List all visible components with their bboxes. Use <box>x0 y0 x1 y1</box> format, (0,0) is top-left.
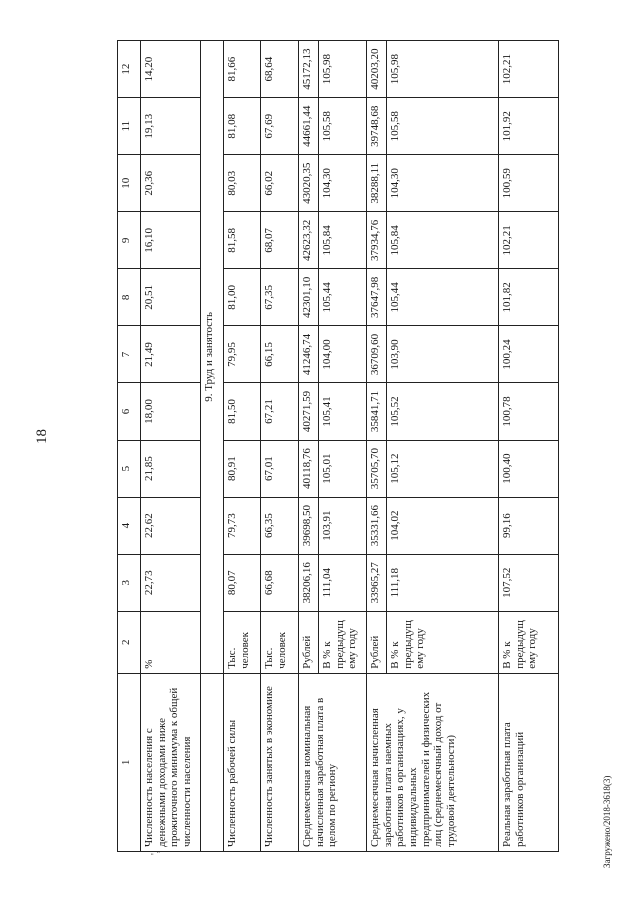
row-unit: В % к предыдущему году <box>387 611 499 673</box>
value-cell: 105,12 <box>387 440 499 497</box>
row-unit: Рублей <box>299 611 319 673</box>
value-cell: 22,73 <box>141 554 201 611</box>
value-cell: 21,85 <box>141 440 201 497</box>
header-cell: 7 <box>118 326 141 383</box>
value-cell: 105,44 <box>387 269 499 326</box>
document-stamp: Загружено/2018-3618(3) <box>602 775 612 868</box>
page-number: 18 <box>34 429 50 444</box>
value-cell: 22,62 <box>141 497 201 554</box>
table-row <box>499 41 559 852</box>
header-cell: 5 <box>118 440 141 497</box>
row-label: Среднемесячная начисленная заработная плата наемных работников в организациях, у индивидуальных предпринимателей и физических лиц (среднемесячный доход от трудовой деятельности) <box>367 673 499 851</box>
value-cell: 45172,13 <box>299 41 319 98</box>
table-row <box>261 41 299 852</box>
value-cell: 100,40 <box>499 440 559 497</box>
value-cell: 81,00 <box>224 269 261 326</box>
row-unit: % <box>141 611 201 673</box>
value-cell: 80,91 <box>224 440 261 497</box>
value-cell: 102,21 <box>499 212 559 269</box>
rotated-table-wrapper <box>117 40 582 852</box>
value-cell: 18,00 <box>141 383 201 440</box>
value-cell: 68,07 <box>261 212 299 269</box>
row-unit: Тыс. человек <box>261 611 299 673</box>
value-cell: 37647,98 <box>367 269 387 326</box>
header-cell: 4 <box>118 497 141 554</box>
value-cell: 105,84 <box>319 212 367 269</box>
value-cell: 19,13 <box>141 98 201 155</box>
value-cell: 33965,27 <box>367 554 387 611</box>
value-cell: 20,51 <box>141 269 201 326</box>
value-cell: 35841,71 <box>367 383 387 440</box>
value-cell: 105,58 <box>319 98 367 155</box>
value-cell: 105,01 <box>319 440 367 497</box>
header-cell: 9 <box>118 212 141 269</box>
header-cell: 8 <box>118 269 141 326</box>
header-cell: 2 <box>118 611 141 673</box>
section-title: 9. Труд и занятость <box>201 41 224 674</box>
value-cell: 104,30 <box>387 155 499 212</box>
row-label: Численность населения с денежными доходами ниже прожиточного минимума к общей численности населения <box>141 673 201 851</box>
value-cell: 107,52 <box>499 554 559 611</box>
value-cell: 42301,10 <box>299 269 319 326</box>
margin-mark: ', <box>150 850 161 855</box>
value-cell: 67,69 <box>261 98 299 155</box>
header-cell: 12 <box>118 41 141 98</box>
labor-employment-table <box>117 40 559 852</box>
value-cell: 81,50 <box>224 383 261 440</box>
row-label: Численность занятых в экономике <box>261 673 299 851</box>
value-cell: 105,44 <box>319 269 367 326</box>
value-cell: 67,01 <box>261 440 299 497</box>
value-cell: 103,91 <box>319 497 367 554</box>
row-label: Реальная заработная плата работников организаций <box>499 673 559 851</box>
value-cell: 105,58 <box>387 98 499 155</box>
value-cell: 35331,66 <box>367 497 387 554</box>
row-unit: В % к предыдущему году <box>499 611 559 673</box>
value-cell: 100,24 <box>499 326 559 383</box>
value-cell: 111,04 <box>319 554 367 611</box>
value-cell: 102,21 <box>499 41 559 98</box>
value-cell: 101,92 <box>499 98 559 155</box>
value-cell: 103,90 <box>387 326 499 383</box>
value-cell: 21,49 <box>141 326 201 383</box>
value-cell: 66,68 <box>261 554 299 611</box>
value-cell: 105,84 <box>387 212 499 269</box>
table-row <box>224 41 261 852</box>
value-cell: 101,82 <box>499 269 559 326</box>
row-label: Численность рабочей силы <box>224 673 261 851</box>
value-cell: 14,20 <box>141 41 201 98</box>
header-cell: 3 <box>118 554 141 611</box>
value-cell: 66,15 <box>261 326 299 383</box>
value-cell: 40203,20 <box>367 41 387 98</box>
value-cell: 104,02 <box>387 497 499 554</box>
value-cell: 111,18 <box>387 554 499 611</box>
value-cell: 99,16 <box>499 497 559 554</box>
value-cell: 36709,60 <box>367 326 387 383</box>
value-cell: 66,35 <box>261 497 299 554</box>
value-cell: 81,66 <box>224 41 261 98</box>
value-cell: 39748,68 <box>367 98 387 155</box>
value-cell: 81,58 <box>224 212 261 269</box>
table-row <box>141 41 201 852</box>
value-cell: 37934,76 <box>367 212 387 269</box>
value-cell: 105,52 <box>387 383 499 440</box>
header-cell: 1 <box>118 673 141 851</box>
value-cell: 43020,35 <box>299 155 319 212</box>
header-cell: 11 <box>118 98 141 155</box>
value-cell: 68,64 <box>261 41 299 98</box>
value-cell: 39698,50 <box>299 497 319 554</box>
value-cell: 20,36 <box>141 155 201 212</box>
value-cell: 67,35 <box>261 269 299 326</box>
value-cell: 40271,59 <box>299 383 319 440</box>
value-cell: 79,73 <box>224 497 261 554</box>
column-number-header-row <box>118 41 141 852</box>
section-spacer-cell <box>201 673 224 851</box>
value-cell: 16,10 <box>141 212 201 269</box>
row-label: Среднемесячная номинальная начисленная заработная плата в целом по региону <box>299 673 367 851</box>
value-cell: 42623,32 <box>299 212 319 269</box>
value-cell: 41246,74 <box>299 326 319 383</box>
value-cell: 44661,44 <box>299 98 319 155</box>
table-row <box>299 41 319 852</box>
value-cell: 79,95 <box>224 326 261 383</box>
value-cell: 40118,76 <box>299 440 319 497</box>
value-cell: 38288,11 <box>367 155 387 212</box>
value-cell: 38206,16 <box>299 554 319 611</box>
value-cell: 81,08 <box>224 98 261 155</box>
value-cell: 67,21 <box>261 383 299 440</box>
value-cell: 35705,70 <box>367 440 387 497</box>
value-cell: 104,30 <box>319 155 367 212</box>
value-cell: 80,07 <box>224 554 261 611</box>
value-cell: 80,03 <box>224 155 261 212</box>
header-cell: 6 <box>118 383 141 440</box>
header-cell: 10 <box>118 155 141 212</box>
value-cell: 100,59 <box>499 155 559 212</box>
value-cell: 105,98 <box>319 41 367 98</box>
value-cell: 104,00 <box>319 326 367 383</box>
row-unit: Рублей <box>367 611 387 673</box>
row-unit: Тыс. человек <box>224 611 261 673</box>
table-row <box>367 41 387 852</box>
section-row <box>201 41 224 852</box>
value-cell: 100,78 <box>499 383 559 440</box>
value-cell: 105,41 <box>319 383 367 440</box>
value-cell: 66,02 <box>261 155 299 212</box>
value-cell: 105,98 <box>387 41 499 98</box>
row-unit: В % к предыдущему году <box>319 611 367 673</box>
